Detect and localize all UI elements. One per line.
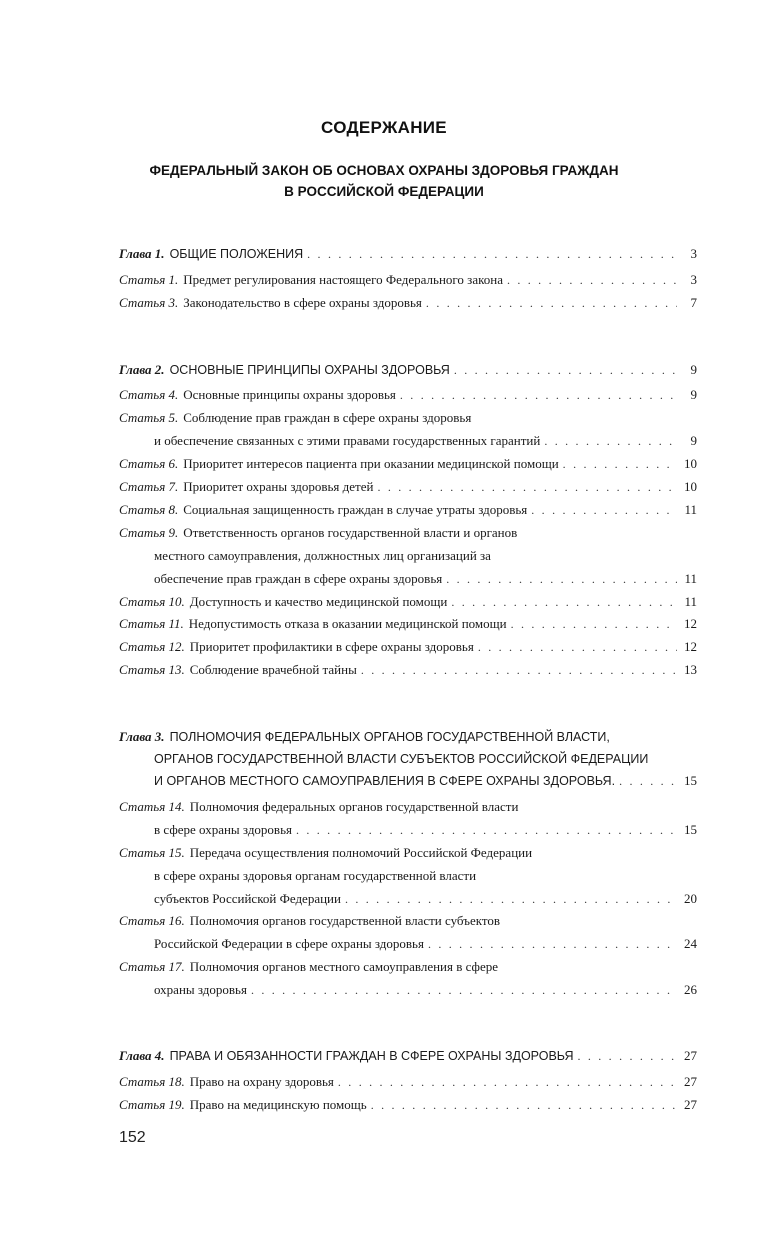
chapter-label: Глава 1.	[119, 246, 165, 261]
dot-leader	[511, 614, 677, 634]
page-ref: 20	[684, 891, 697, 906]
toc-article-17-cont[interactable]	[154, 980, 697, 1000]
toc-article-7[interactable]	[119, 477, 697, 497]
article-title-cont: субъектов Российской Федерации	[154, 891, 341, 906]
toc-article-16-cont[interactable]	[154, 934, 697, 954]
article-label: Статья 17.	[119, 959, 185, 974]
article-label: Статья 7.	[119, 479, 179, 494]
dot-leader	[428, 934, 677, 954]
chapter-title: ПОЛНОМОЧИЯ ФЕДЕРАЛЬНЫХ ОРГАНОВ ГОСУДАРСТВЕННОЙ ВЛАСТИ,	[169, 730, 610, 744]
article-label: Статья 5.	[119, 410, 179, 425]
dot-leader	[251, 980, 677, 1000]
article-title-cont: обеспечение прав граждан в сфере охраны здоровья	[154, 571, 443, 586]
article-title-cont: в сфере охраны здоровья органам государственной власти	[154, 868, 477, 883]
dot-leader	[563, 454, 677, 474]
article-title: Доступность и качество медицинской помощи	[189, 594, 448, 609]
toc-article-8[interactable]	[119, 500, 697, 520]
toc-article-10[interactable]	[119, 592, 697, 612]
article-label: Статья 4.	[119, 387, 179, 402]
dot-leader	[338, 1072, 677, 1092]
article-label: Статья 13.	[119, 662, 185, 677]
page-ref: 15	[684, 822, 697, 837]
article-label: Статья 9.	[119, 525, 179, 540]
page-ref: 27	[684, 1074, 697, 1089]
chapter-label: Глава 3.	[119, 729, 165, 744]
article-label: Статья 11.	[119, 616, 184, 631]
dot-leader	[377, 477, 677, 497]
page-ref: 10	[684, 456, 697, 471]
article-label: Статья 15.	[119, 845, 185, 860]
dot-leader	[619, 771, 677, 791]
toc-article-15-cont[interactable]	[154, 866, 697, 886]
page-ref: 3	[690, 246, 697, 261]
article-label: Статья 14.	[119, 799, 185, 814]
page-ref: 7	[690, 295, 697, 310]
article-label: Статья 12.	[119, 639, 185, 654]
article-label: Статья 18.	[119, 1074, 185, 1089]
toc-article-18[interactable]	[119, 1072, 697, 1092]
toc-chapter-1[interactable]	[119, 244, 697, 264]
article-label: Статья 16.	[119, 913, 185, 928]
article-title-cont: и обеспечение связанных с этими правами государственных гарантий	[154, 433, 541, 448]
dot-leader	[296, 820, 677, 840]
toc-chapter-3-cont2[interactable]	[154, 771, 697, 791]
chapter-title: ОСНОВНЫЕ ПРИНЦИПЫ ОХРАНЫ ЗДОРОВЬЯ	[169, 363, 450, 377]
dot-leader	[544, 431, 677, 451]
toc-article-9[interactable]	[119, 523, 697, 543]
toc-chapter-4[interactable]	[119, 1046, 697, 1066]
page-ref: 27	[684, 1097, 697, 1112]
dot-leader	[307, 244, 677, 264]
article-title-cont: в сфере охраны здоровья	[154, 822, 292, 837]
article-label: Статья 8.	[119, 502, 179, 517]
article-title: Ответственность органов государственной власти и органов	[183, 525, 518, 540]
toc-article-9-cont[interactable]	[154, 546, 697, 566]
toc-article-6[interactable]	[119, 454, 697, 474]
article-title: Основные принципы охраны здоровья	[183, 387, 396, 402]
article-title: Право на охрану здоровья	[189, 1074, 334, 1089]
toc-article-14-cont[interactable]	[154, 820, 697, 840]
toc-article-5[interactable]	[119, 408, 697, 428]
page-ref: 3	[690, 272, 697, 287]
article-title: Полномочия органов местного самоуправления в сфере	[189, 959, 499, 974]
toc-article-16[interactable]	[119, 911, 697, 931]
chapter-label: Глава 2.	[119, 362, 165, 377]
article-title: Полномочия органов государственной власти субъектов	[189, 913, 501, 928]
dot-leader	[361, 660, 677, 680]
page-ref: 11	[684, 594, 697, 609]
page-ref: 27	[684, 1048, 697, 1063]
page-ref: 11	[684, 502, 697, 517]
chapter-title-cont: ОРГАНОВ ГОСУДАРСТВЕННОЙ ВЛАСТИ СУБЪЕКТОВ РОССИЙСКОЙ ФЕДЕРАЦИИ	[154, 752, 649, 766]
page-ref: 9	[690, 387, 697, 402]
article-title: Законодательство в сфере охраны здоровья	[183, 295, 422, 310]
article-label: Статья 1.	[119, 272, 179, 287]
page-title: СОДЕРЖАНИЕ	[321, 118, 447, 137]
dot-leader	[446, 569, 677, 589]
toc-chapter-3[interactable]	[119, 727, 697, 747]
toc-article-5-cont[interactable]	[154, 431, 697, 451]
dot-leader	[478, 637, 677, 657]
article-label: Статья 19.	[119, 1097, 185, 1112]
article-title: Приоритет интересов пациента при оказании медицинской помощи	[183, 456, 559, 471]
article-title-cont: охраны здоровья	[154, 982, 247, 997]
article-label: Статья 10.	[119, 594, 185, 609]
page-number: 152	[119, 1129, 146, 1146]
toc-article-12[interactable]	[119, 637, 697, 657]
article-title: Предмет регулирования настоящего Федерального закона	[183, 272, 503, 287]
dot-leader	[451, 592, 677, 612]
toc-article-14[interactable]	[119, 797, 697, 817]
page-ref: 11	[684, 571, 697, 586]
toc-article-1[interactable]	[119, 270, 697, 290]
toc-article-15-cont2[interactable]	[154, 889, 697, 909]
dot-leader	[577, 1046, 677, 1066]
toc-article-11[interactable]	[119, 614, 697, 634]
dot-leader	[454, 360, 677, 380]
law-title-line-1: ФЕДЕРАЛЬНЫЙ ЗАКОН ОБ ОСНОВАХ ОХРАНЫ ЗДОРОВЬЯ ГРАЖДАН	[149, 163, 619, 178]
chapter-title-cont: И ОРГАНОВ МЕСТНОГО САМОУПРАВЛЕНИЯ В СФЕРЕ ОХРАНЫ ЗДОРОВЬЯ.	[154, 774, 616, 788]
toc-article-13[interactable]	[119, 660, 697, 680]
dot-leader	[371, 1095, 677, 1115]
page-ref: 12	[684, 616, 697, 631]
dot-leader	[507, 270, 677, 290]
toc-article-9-cont2[interactable]	[154, 569, 697, 589]
toc-chapter-2[interactable]	[119, 360, 697, 380]
dot-leader	[400, 385, 677, 405]
article-title: Недопустимость отказа в оказании медицинской помощи	[188, 616, 507, 631]
article-label: Статья 3.	[119, 295, 179, 310]
law-title-line-2: В РОССИЙСКОЙ ФЕДЕРАЦИИ	[284, 184, 484, 199]
page-ref: 12	[684, 639, 697, 654]
article-title: Социальная защищенность граждан в случае утраты здоровья	[183, 502, 528, 517]
toc-article-3[interactable]	[119, 293, 697, 313]
article-title: Соблюдение врачебной тайны	[189, 662, 357, 677]
dot-leader	[426, 293, 677, 313]
chapter-title: ОБЩИЕ ПОЛОЖЕНИЯ	[169, 247, 304, 261]
article-label: Статья 6.	[119, 456, 179, 471]
article-title: Приоритет охраны здоровья детей	[183, 479, 374, 494]
chapter-label: Глава 4.	[119, 1048, 165, 1063]
dot-leader	[531, 500, 677, 520]
article-title: Соблюдение прав граждан в сфере охраны здоровья	[183, 410, 472, 425]
page-ref: 9	[690, 362, 697, 377]
page-ref: 10	[684, 479, 697, 494]
article-title: Приоритет профилактики в сфере охраны здоровья	[189, 639, 474, 654]
toc-article-15[interactable]	[119, 843, 697, 863]
page-ref: 24	[684, 936, 697, 951]
page-ref: 13	[684, 662, 697, 677]
dot-leader	[345, 889, 677, 909]
toc-article-19[interactable]	[119, 1095, 697, 1115]
page-ref: 15	[684, 773, 697, 788]
toc-chapter-3-cont[interactable]	[154, 749, 697, 769]
article-title-cont: Российской Федерации в сфере охраны здоровья	[154, 936, 424, 951]
toc-article-4[interactable]	[119, 385, 697, 405]
article-title: Право на медицинскую помощь	[189, 1097, 367, 1112]
article-title-cont: местного самоуправления, должностных лиц организаций за	[154, 548, 491, 563]
article-title: Полномочия федеральных органов государственной власти	[189, 799, 519, 814]
toc-article-17[interactable]	[119, 957, 697, 977]
chapter-title: ПРАВА И ОБЯЗАННОСТИ ГРАЖДАН В СФЕРЕ ОХРАНЫ ЗДОРОВЬЯ	[169, 1049, 574, 1063]
article-title: Передача осуществления полномочий Российской Федерации	[189, 845, 533, 860]
page-ref: 26	[684, 982, 697, 997]
page-ref: 9	[690, 433, 697, 448]
